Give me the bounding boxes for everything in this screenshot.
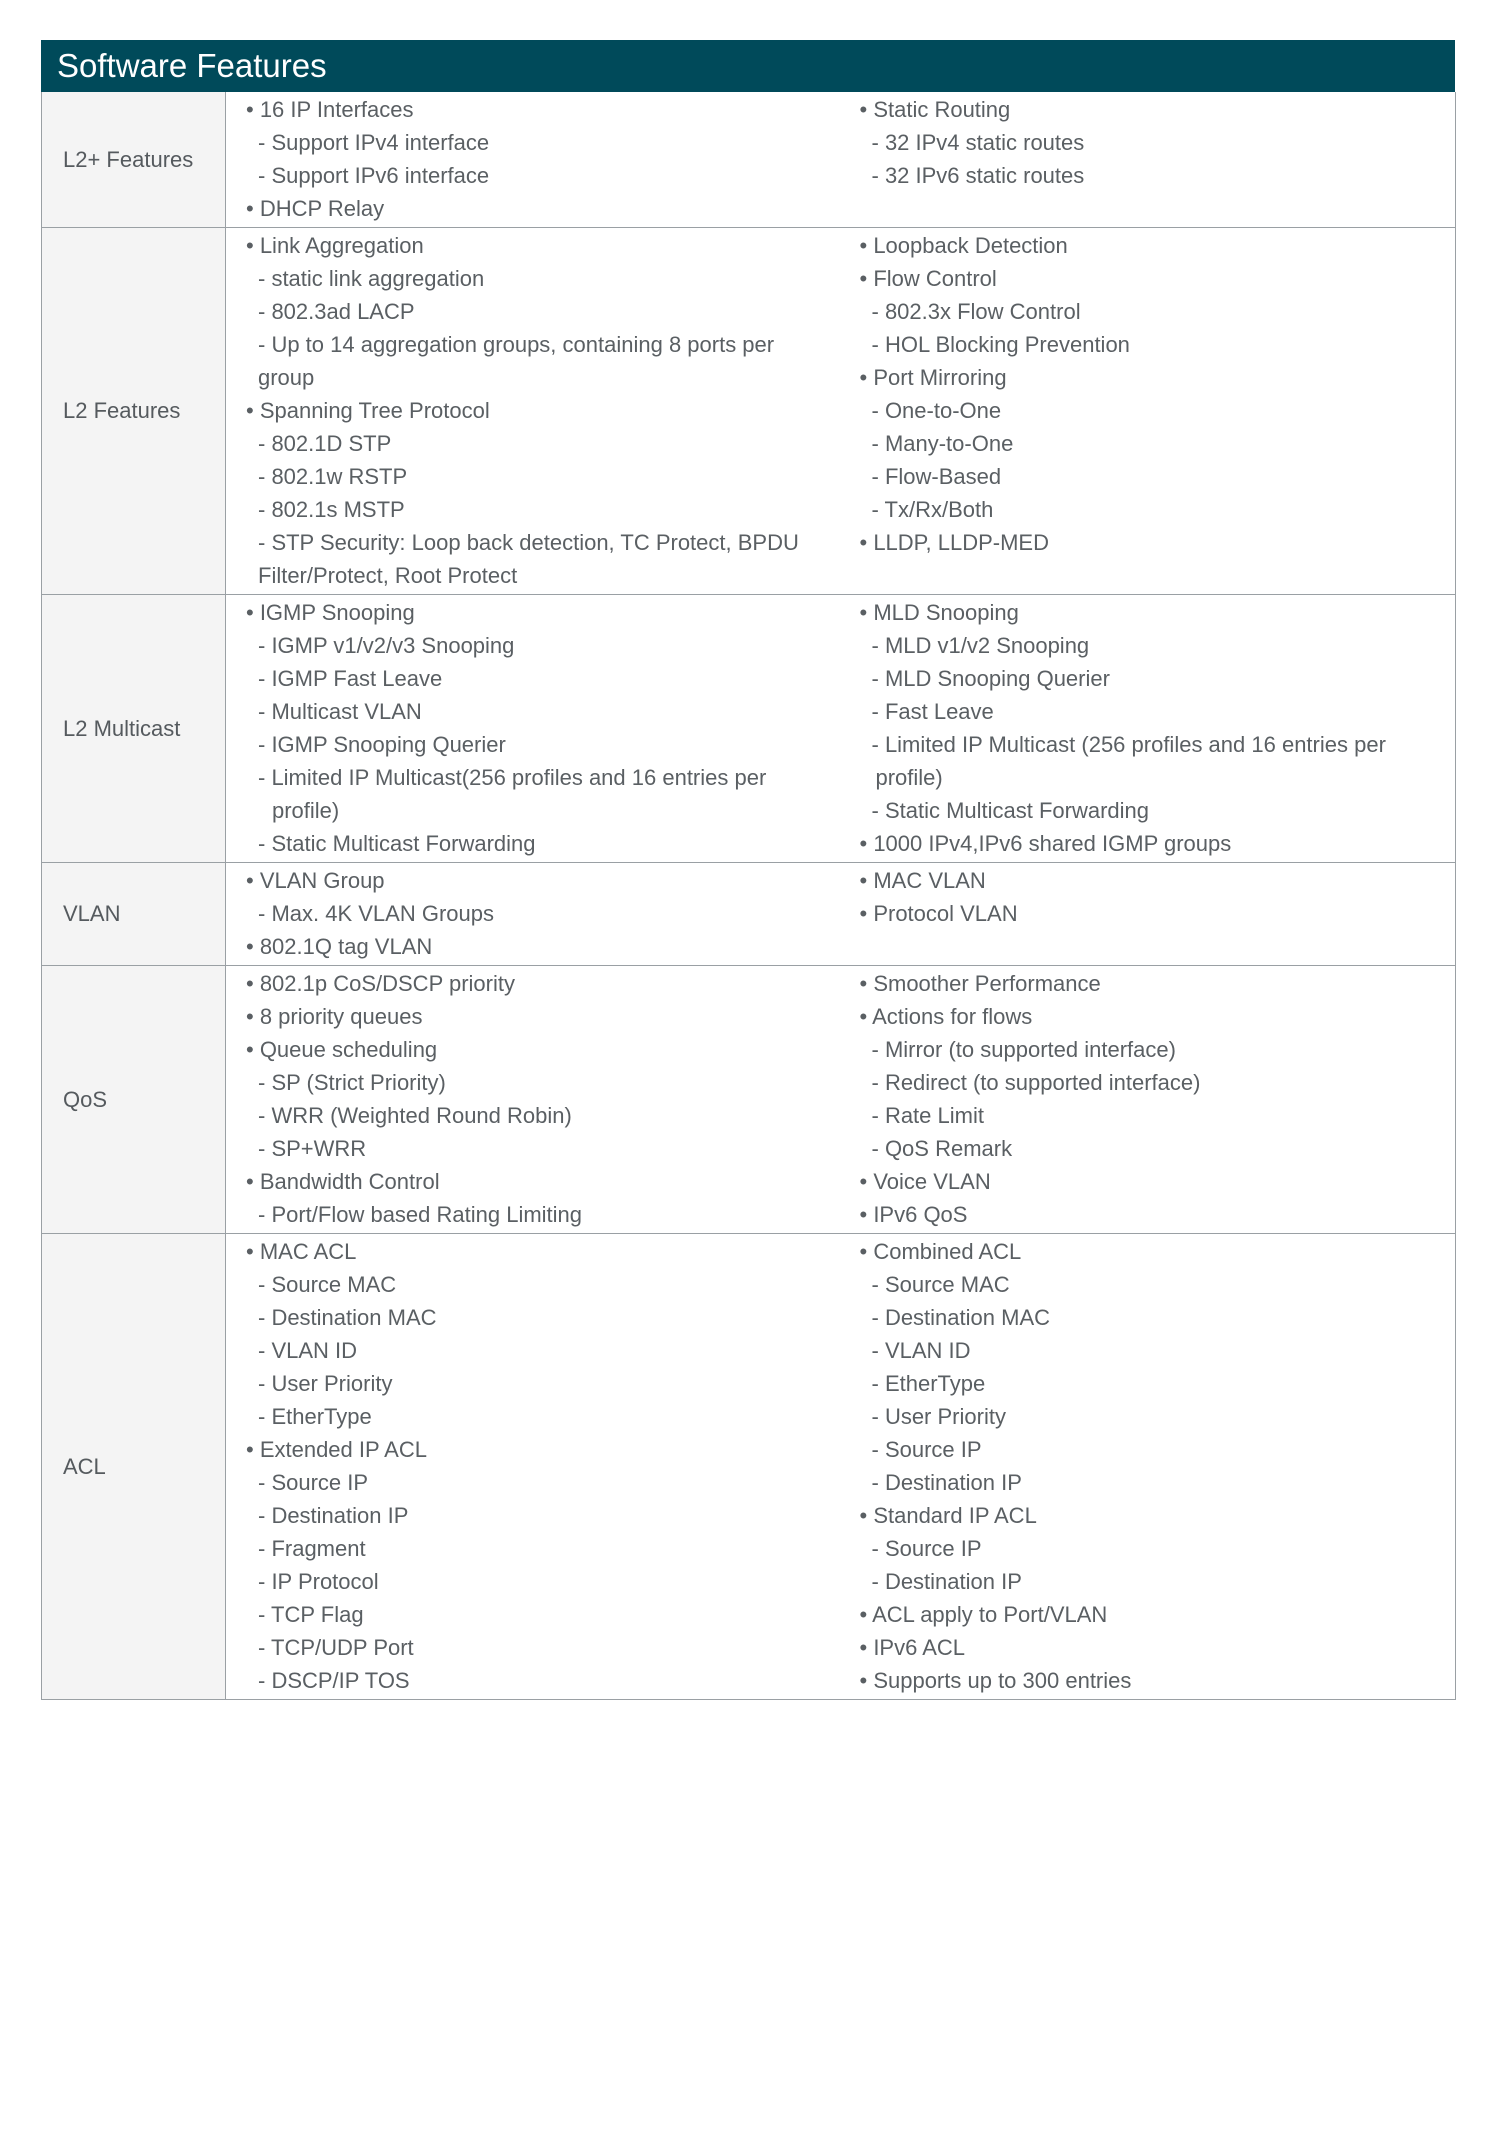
- feature-subitem: - VLAN ID: [871, 1338, 971, 1363]
- feature-item: • 8 priority queues: [246, 1004, 423, 1029]
- feature-subitem: - HOL Blocking Prevention: [871, 332, 1130, 357]
- feature-subitem: - Source IP: [258, 1470, 369, 1495]
- feature-item: • ACL apply to Port/VLAN: [859, 1602, 1108, 1627]
- feature-subitem: - User Priority: [258, 1371, 393, 1396]
- feature-subitem: - Mirror (to supported interface): [871, 1037, 1176, 1062]
- feature-item: • Smoother Performance: [859, 971, 1101, 996]
- feature-subitem: - DSCP/IP TOS: [258, 1668, 410, 1693]
- feature-subitem: - Static Multicast Forwarding: [871, 798, 1150, 823]
- feature-subitem: - Fast Leave: [871, 699, 994, 724]
- feature-subitem: - TCP Flag: [258, 1602, 364, 1627]
- feature-item: • IPv6 ACL: [859, 1635, 966, 1660]
- feature-list-left: [226, 966, 840, 1234]
- feature-item: • Flow Control: [859, 266, 997, 291]
- feature-subitem: - 802.1D STP: [258, 431, 392, 456]
- feature-subitem: - Source IP: [871, 1536, 982, 1561]
- feature-item: • Actions for flows: [859, 1004, 1033, 1029]
- feature-subitem: - IP Protocol: [258, 1569, 379, 1594]
- feature-subitem: - STP Security: Loop back detection, TC Protect, BPDU: [258, 530, 799, 555]
- feature-subitem: - EtherType: [258, 1404, 372, 1429]
- feature-item: • Extended IP ACL: [246, 1437, 427, 1462]
- feature-subitem: - Destination IP: [871, 1569, 1022, 1594]
- feature-subitem: - SP+WRR: [258, 1136, 367, 1161]
- feature-subitem: - One-to-One: [871, 398, 1002, 423]
- feature-row: [42, 966, 1456, 1234]
- feature-item: • Voice VLAN: [859, 1169, 991, 1194]
- feature-subitem: - Destination IP: [258, 1503, 409, 1528]
- feature-list-left: [226, 863, 840, 966]
- feature-item: • Protocol VLAN: [859, 901, 1018, 926]
- feature-category-label: VLAN: [42, 863, 226, 966]
- feature-list-left: [226, 228, 840, 595]
- feature-item: • 1000 IPv4,IPv6 shared IGMP groups: [859, 831, 1232, 856]
- feature-item: • DHCP Relay: [246, 196, 385, 221]
- feature-item: • 16 IP Interfaces: [246, 97, 414, 122]
- feature-item: • IGMP Snooping: [246, 600, 415, 625]
- feature-item: • Static Routing: [859, 97, 1011, 122]
- feature-subitem: - TCP/UDP Port: [258, 1635, 414, 1660]
- feature-subitem: - 32 IPv6 static routes: [871, 163, 1085, 188]
- feature-row: [42, 1234, 1456, 1700]
- feature-category-label: L2+ Features: [42, 92, 226, 228]
- feature-subitem: - QoS Remark: [871, 1136, 1013, 1161]
- feature-subitem: - Support IPv4 interface: [258, 130, 490, 155]
- feature-subitem: - Support IPv6 interface: [258, 163, 490, 188]
- feature-list-right: [840, 595, 1456, 863]
- feature-category-label: ACL: [42, 1234, 226, 1700]
- feature-subitem: - Limited IP Multicast (256 profiles and 16 entries per: [871, 732, 1386, 757]
- feature-item: • Link Aggregation: [246, 233, 424, 258]
- feature-subitem: group: [258, 365, 315, 390]
- feature-category-label: L2 Features: [42, 228, 226, 595]
- feature-subitem: profile): [875, 765, 943, 790]
- feature-subitem: - 32 IPv4 static routes: [871, 130, 1085, 155]
- feature-item: • Spanning Tree Protocol: [246, 398, 490, 423]
- feature-subitem: - MLD v1/v2 Snooping: [871, 633, 1090, 658]
- feature-subitem: - Rate Limit: [871, 1103, 984, 1128]
- feature-subitem: - Limited IP Multicast(256 profiles and 16 entries per: [258, 765, 767, 790]
- feature-item: • LLDP, LLDP-MED: [859, 530, 1049, 555]
- feature-subitem: - Port/Flow based Rating Limiting: [258, 1202, 583, 1227]
- feature-item: • Combined ACL: [859, 1239, 1022, 1264]
- spec-sheet: [41, 40, 1455, 1700]
- feature-subitem: - User Priority: [871, 1404, 1006, 1429]
- feature-category-label: L2 Multicast: [42, 595, 226, 863]
- feature-subitem: - Destination IP: [871, 1470, 1022, 1495]
- feature-list-right: [840, 228, 1456, 595]
- feature-list-right: [840, 92, 1456, 228]
- feature-item: • Port Mirroring: [859, 365, 1007, 390]
- feature-item: • IPv6 QoS: [859, 1202, 968, 1227]
- feature-list-left: [226, 1234, 840, 1700]
- feature-subitem: - VLAN ID: [258, 1338, 358, 1363]
- feature-subitem: - IGMP Fast Leave: [258, 666, 443, 691]
- feature-subitem: - static link aggregation: [258, 266, 485, 291]
- feature-subitem: - Source MAC: [258, 1272, 397, 1297]
- feature-list-right: [840, 1234, 1456, 1700]
- feature-subitem: - Multicast VLAN: [258, 699, 422, 724]
- feature-item: • Queue scheduling: [246, 1037, 438, 1062]
- features-table: [41, 92, 1456, 1700]
- feature-subitem: - IGMP v1/v2/v3 Snooping: [258, 633, 515, 658]
- feature-subitem: - Destination MAC: [258, 1305, 437, 1330]
- feature-subitem: - Many-to-One: [871, 431, 1014, 456]
- feature-list-left: [226, 595, 840, 863]
- feature-subitem: - Flow-Based: [871, 464, 1002, 489]
- feature-subitem: - Destination MAC: [871, 1305, 1051, 1330]
- feature-item: • Standard IP ACL: [859, 1503, 1037, 1528]
- feature-item: • Bandwidth Control: [246, 1169, 440, 1194]
- feature-item: • MAC ACL: [246, 1239, 357, 1264]
- feature-subitem: - EtherType: [871, 1371, 986, 1396]
- feature-list-right: [840, 966, 1456, 1234]
- feature-item: • MAC VLAN: [859, 868, 986, 893]
- feature-subitem: - Tx/Rx/Both: [871, 497, 994, 522]
- feature-subitem: - MLD Snooping Querier: [871, 666, 1110, 691]
- feature-subitem: - Up to 14 aggregation groups, containing 8 ports per: [258, 332, 775, 357]
- feature-subitem: - SP (Strict Priority): [258, 1070, 446, 1095]
- section-title: Software Features: [41, 40, 1455, 92]
- feature-subitem: - Redirect (to supported interface): [871, 1070, 1201, 1095]
- feature-item: • MLD Snooping: [859, 600, 1019, 625]
- feature-row: [42, 595, 1456, 863]
- feature-category-label: QoS: [42, 966, 226, 1234]
- feature-item: • Supports up to 300 entries: [859, 1668, 1132, 1693]
- feature-subitem: - 802.3x Flow Control: [871, 299, 1081, 324]
- feature-item: • Loopback Detection: [859, 233, 1068, 258]
- feature-subitem: - Static Multicast Forwarding: [258, 831, 536, 856]
- feature-list-left: [226, 92, 840, 228]
- feature-row: [42, 863, 1456, 966]
- feature-subitem: - Source MAC: [871, 1272, 1010, 1297]
- feature-subitem: Filter/Protect, Root Protect: [258, 563, 518, 588]
- feature-subitem: - 802.1w RSTP: [258, 464, 408, 489]
- feature-subitem: profile): [272, 798, 340, 823]
- feature-row: [42, 228, 1456, 595]
- feature-subitem: - 802.1s MSTP: [258, 497, 405, 522]
- feature-subitem: - WRR (Weighted Round Robin): [258, 1103, 572, 1128]
- feature-item: • 802.1Q tag VLAN: [246, 934, 433, 959]
- feature-subitem: - Fragment: [258, 1536, 366, 1561]
- feature-row: [42, 92, 1456, 228]
- feature-list-right: [840, 863, 1456, 966]
- feature-subitem: - IGMP Snooping Querier: [258, 732, 506, 757]
- feature-subitem: - Source IP: [871, 1437, 982, 1462]
- feature-item: • 802.1p CoS/DSCP priority: [246, 971, 515, 996]
- feature-subitem: - 802.3ad LACP: [258, 299, 415, 324]
- feature-item: • VLAN Group: [246, 868, 385, 893]
- feature-subitem: - Max. 4K VLAN Groups: [258, 901, 494, 926]
